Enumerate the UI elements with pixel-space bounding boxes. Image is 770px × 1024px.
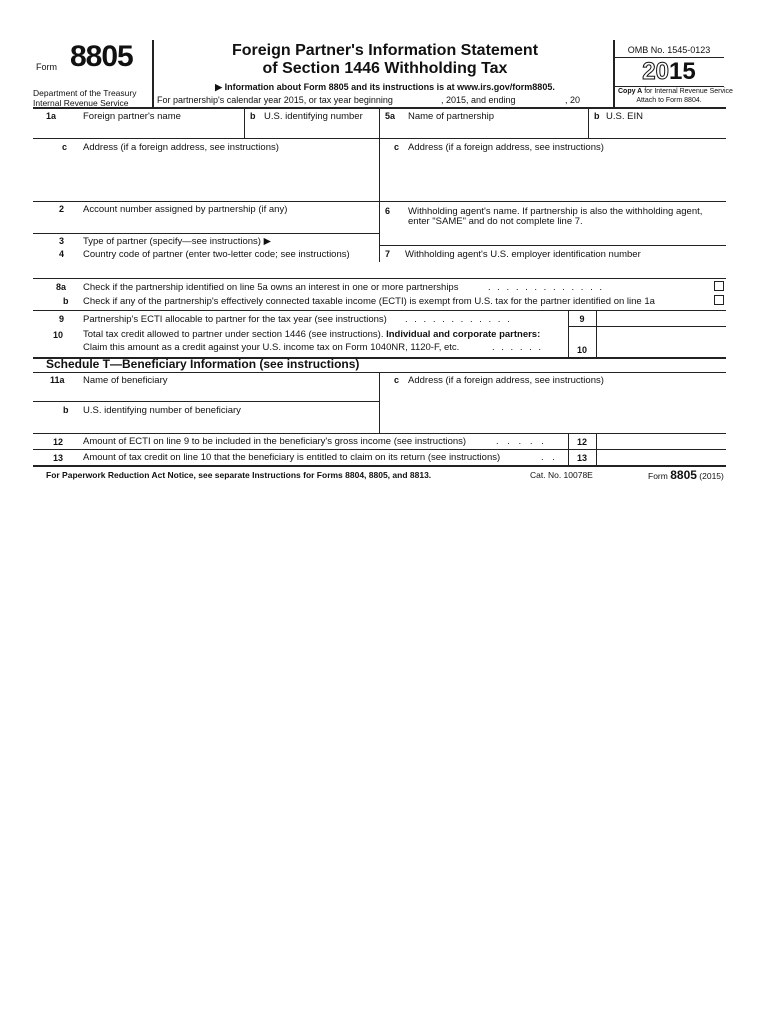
line-1a-number: 1a <box>46 111 57 121</box>
catalog-number: Cat. No. 10078E <box>530 470 593 480</box>
line-8a-dots: . . . . . . . . . . . . . <box>488 282 604 293</box>
info-text: Information about Form 8805 and its instructions is at www.irs.gov/form8805. <box>224 82 555 92</box>
line-10-label-a: Total tax credit allowed to partner under section 1446 (see instructions). Individual and corporate partners: <box>83 329 541 340</box>
line-4-label: Country code of partner (enter two-letter code; see instructions) <box>83 249 350 260</box>
calendar-year-mid: , 2015, and ending <box>441 95 516 105</box>
row-rule-3-left <box>33 233 379 234</box>
line-11b-label: U.S. identifying number of beneficiary <box>83 405 241 416</box>
line-13-label: Amount of tax credit on line 10 that the beneficiary is entitled to claim on its return (see instructions) <box>83 452 501 463</box>
partnership-name-field[interactable] <box>381 122 587 137</box>
line-10-number: 10 <box>53 330 64 340</box>
line-12-amount-field[interactable] <box>598 434 725 449</box>
line-7-label: Withholding agent's U.S. employer identification number <box>405 249 641 260</box>
col-divider-5b <box>588 108 589 138</box>
line-10-amount-field[interactable] <box>598 328 725 356</box>
line-1c-label: Address (if a foreign address, see instructions) <box>83 142 279 153</box>
line-3-number: 3 <box>59 236 65 246</box>
line-3-label: Type of partner (specify—see instructions) ▶ <box>83 236 271 247</box>
beneficiary-address-field[interactable] <box>381 387 725 431</box>
partnership-ein-field[interactable] <box>590 122 725 137</box>
line-1a-label: Foreign partner's name <box>83 111 181 122</box>
schedule-col-divider <box>379 372 380 433</box>
row-rule-4 <box>33 278 726 279</box>
tax-year-end-year-field[interactable] <box>582 94 610 106</box>
line-8a-checkbox[interactable] <box>714 281 724 291</box>
line-12-dots: . . . . . <box>496 436 547 447</box>
foreign-partner-name-field[interactable] <box>34 122 243 137</box>
department-label: Department of the Treasury <box>33 88 137 98</box>
partner-type-field[interactable] <box>290 235 378 247</box>
line-9-label: Partnership's ECTI allocable to partner for the tax year (see instructions) <box>83 314 387 325</box>
col-divider-1b <box>244 108 245 138</box>
line-11c-label: Address (if a foreign address, see instructions) <box>408 375 604 386</box>
row-rule-11a <box>33 401 379 402</box>
account-number-field[interactable] <box>34 216 378 232</box>
form-title-line-1: Foreign Partner's Information Statement <box>231 42 539 59</box>
row-rule-1 <box>33 138 726 139</box>
line-7-number: 7 <box>385 249 391 259</box>
tax-year-begin-field[interactable] <box>365 94 440 106</box>
tax-year-end-field[interactable] <box>516 94 564 106</box>
line-6-label-2: enter "SAME" and do not complete line 7. <box>408 216 583 227</box>
line-6-number: 6 <box>385 206 391 216</box>
line-10-box-label: 10 <box>576 345 587 355</box>
beneficiary-us-id-field[interactable] <box>34 417 378 432</box>
line-13-amount-field[interactable] <box>598 450 725 465</box>
partner-us-id-field[interactable] <box>246 122 378 137</box>
footer-form-id: Form 8805 (2015) <box>648 468 724 482</box>
calendar-year-end: , 20 <box>565 95 581 105</box>
line-5b-number: b <box>594 111 600 121</box>
form-title-line-2: of Section 1446 Withholding Tax <box>262 60 508 77</box>
line-12-label: Amount of ECTI on line 9 to be included in the beneficiary's gross income (see instructions) <box>83 436 467 447</box>
row-rule-3-right <box>380 245 726 246</box>
line-13-box-label: 13 <box>576 453 587 463</box>
line-9-amount-field[interactable] <box>598 311 725 326</box>
calendar-year-prefix: For partnership's calendar year 2015, or tax year beginning <box>157 95 393 105</box>
line-12-number: 12 <box>53 437 64 447</box>
line-1c-number: c <box>62 142 68 152</box>
line-11a-label: Name of beneficiary <box>83 375 168 386</box>
row-rule-9 <box>568 326 726 327</box>
line-13-dots: . . <box>541 452 558 463</box>
withholding-agent-name-field[interactable] <box>381 228 725 244</box>
copy-a-label: Copy A for Internal Revenue Service <box>618 88 733 95</box>
withholding-agent-ein-field[interactable] <box>381 260 725 276</box>
line-11b-number: b <box>63 405 69 415</box>
info-line <box>160 82 610 93</box>
arrow-right-icon: ▶ <box>215 82 223 92</box>
partner-address-field[interactable] <box>34 155 378 199</box>
line-9-dots: . . . . . . . . . . . . <box>405 314 512 325</box>
line-10-label-c: Claim this amount as a credit against your U.S. income tax on Form 1040NR, 1120-F, etc. <box>83 342 460 353</box>
line-8b-number: b <box>63 296 69 306</box>
tax-year-bold: 15 <box>669 58 696 85</box>
service-label: Internal Revenue Service <box>33 98 129 108</box>
form-label: Form <box>36 62 57 72</box>
line-5c-number: c <box>394 142 400 152</box>
line-8a-number: 8a <box>56 282 67 292</box>
paperwork-notice: For Paperwork Reduction Act Notice, see separate Instructions for Forms 8804, 8805, and 8813. <box>46 470 432 480</box>
tax-year-outline: 20 <box>642 58 669 85</box>
omb-number: OMB No. 1545-0123 <box>627 45 711 55</box>
beneficiary-name-field[interactable] <box>34 386 378 400</box>
line-2-label: Account number assigned by partnership (if any) <box>83 204 288 215</box>
line-8b-checkbox[interactable] <box>714 295 724 305</box>
line-9-number: 9 <box>59 314 65 324</box>
schedule-t-title: Schedule T—Beneficiary Information (see instructions) <box>46 357 360 371</box>
partnership-address-field[interactable] <box>381 155 725 199</box>
line-11a-number: 11a <box>50 375 65 385</box>
tax-year <box>614 58 724 86</box>
header-divider-left <box>152 40 154 108</box>
line-1b-label: U.S. identifying number <box>264 111 363 122</box>
col-divider-mid <box>379 108 380 262</box>
year-divider <box>614 86 724 87</box>
amount-col-divider-9 <box>596 310 597 357</box>
line-5a-label: Name of partnership <box>408 111 495 122</box>
line-9-box-label: 9 <box>579 314 585 324</box>
line-5c-label: Address (if a foreign address, see instructions) <box>408 142 604 153</box>
line-5b-label: U.S. EIN <box>606 111 643 122</box>
line-8a-label: Check if the partnership identified on line 5a owns an interest in one or more partnerships <box>83 282 459 293</box>
footer-top-rule <box>33 465 726 467</box>
line-10-dots: . . . . . . <box>492 342 544 353</box>
line-1b-number: b <box>250 111 256 121</box>
line-11c-number: c <box>394 375 400 385</box>
form-number: 8805 <box>70 40 133 73</box>
line-12-box-label: 12 <box>576 437 587 447</box>
row-rule-2 <box>33 201 726 202</box>
line-6-label-1: Withholding agent's name. If partnership is also the withholding agent, <box>408 206 703 217</box>
line-5a-number: 5a <box>385 111 396 121</box>
line-4-number: 4 <box>59 249 65 259</box>
line-8b-label: Check if any of the partnership's effectively connected taxable income (ECTI) is exempt from U.S. tax for the partner identified on line 1a <box>83 296 655 307</box>
line-13-number: 13 <box>53 453 64 463</box>
line-2-number: 2 <box>59 204 65 214</box>
attach-label: Attach to Form 8804. <box>636 97 702 104</box>
